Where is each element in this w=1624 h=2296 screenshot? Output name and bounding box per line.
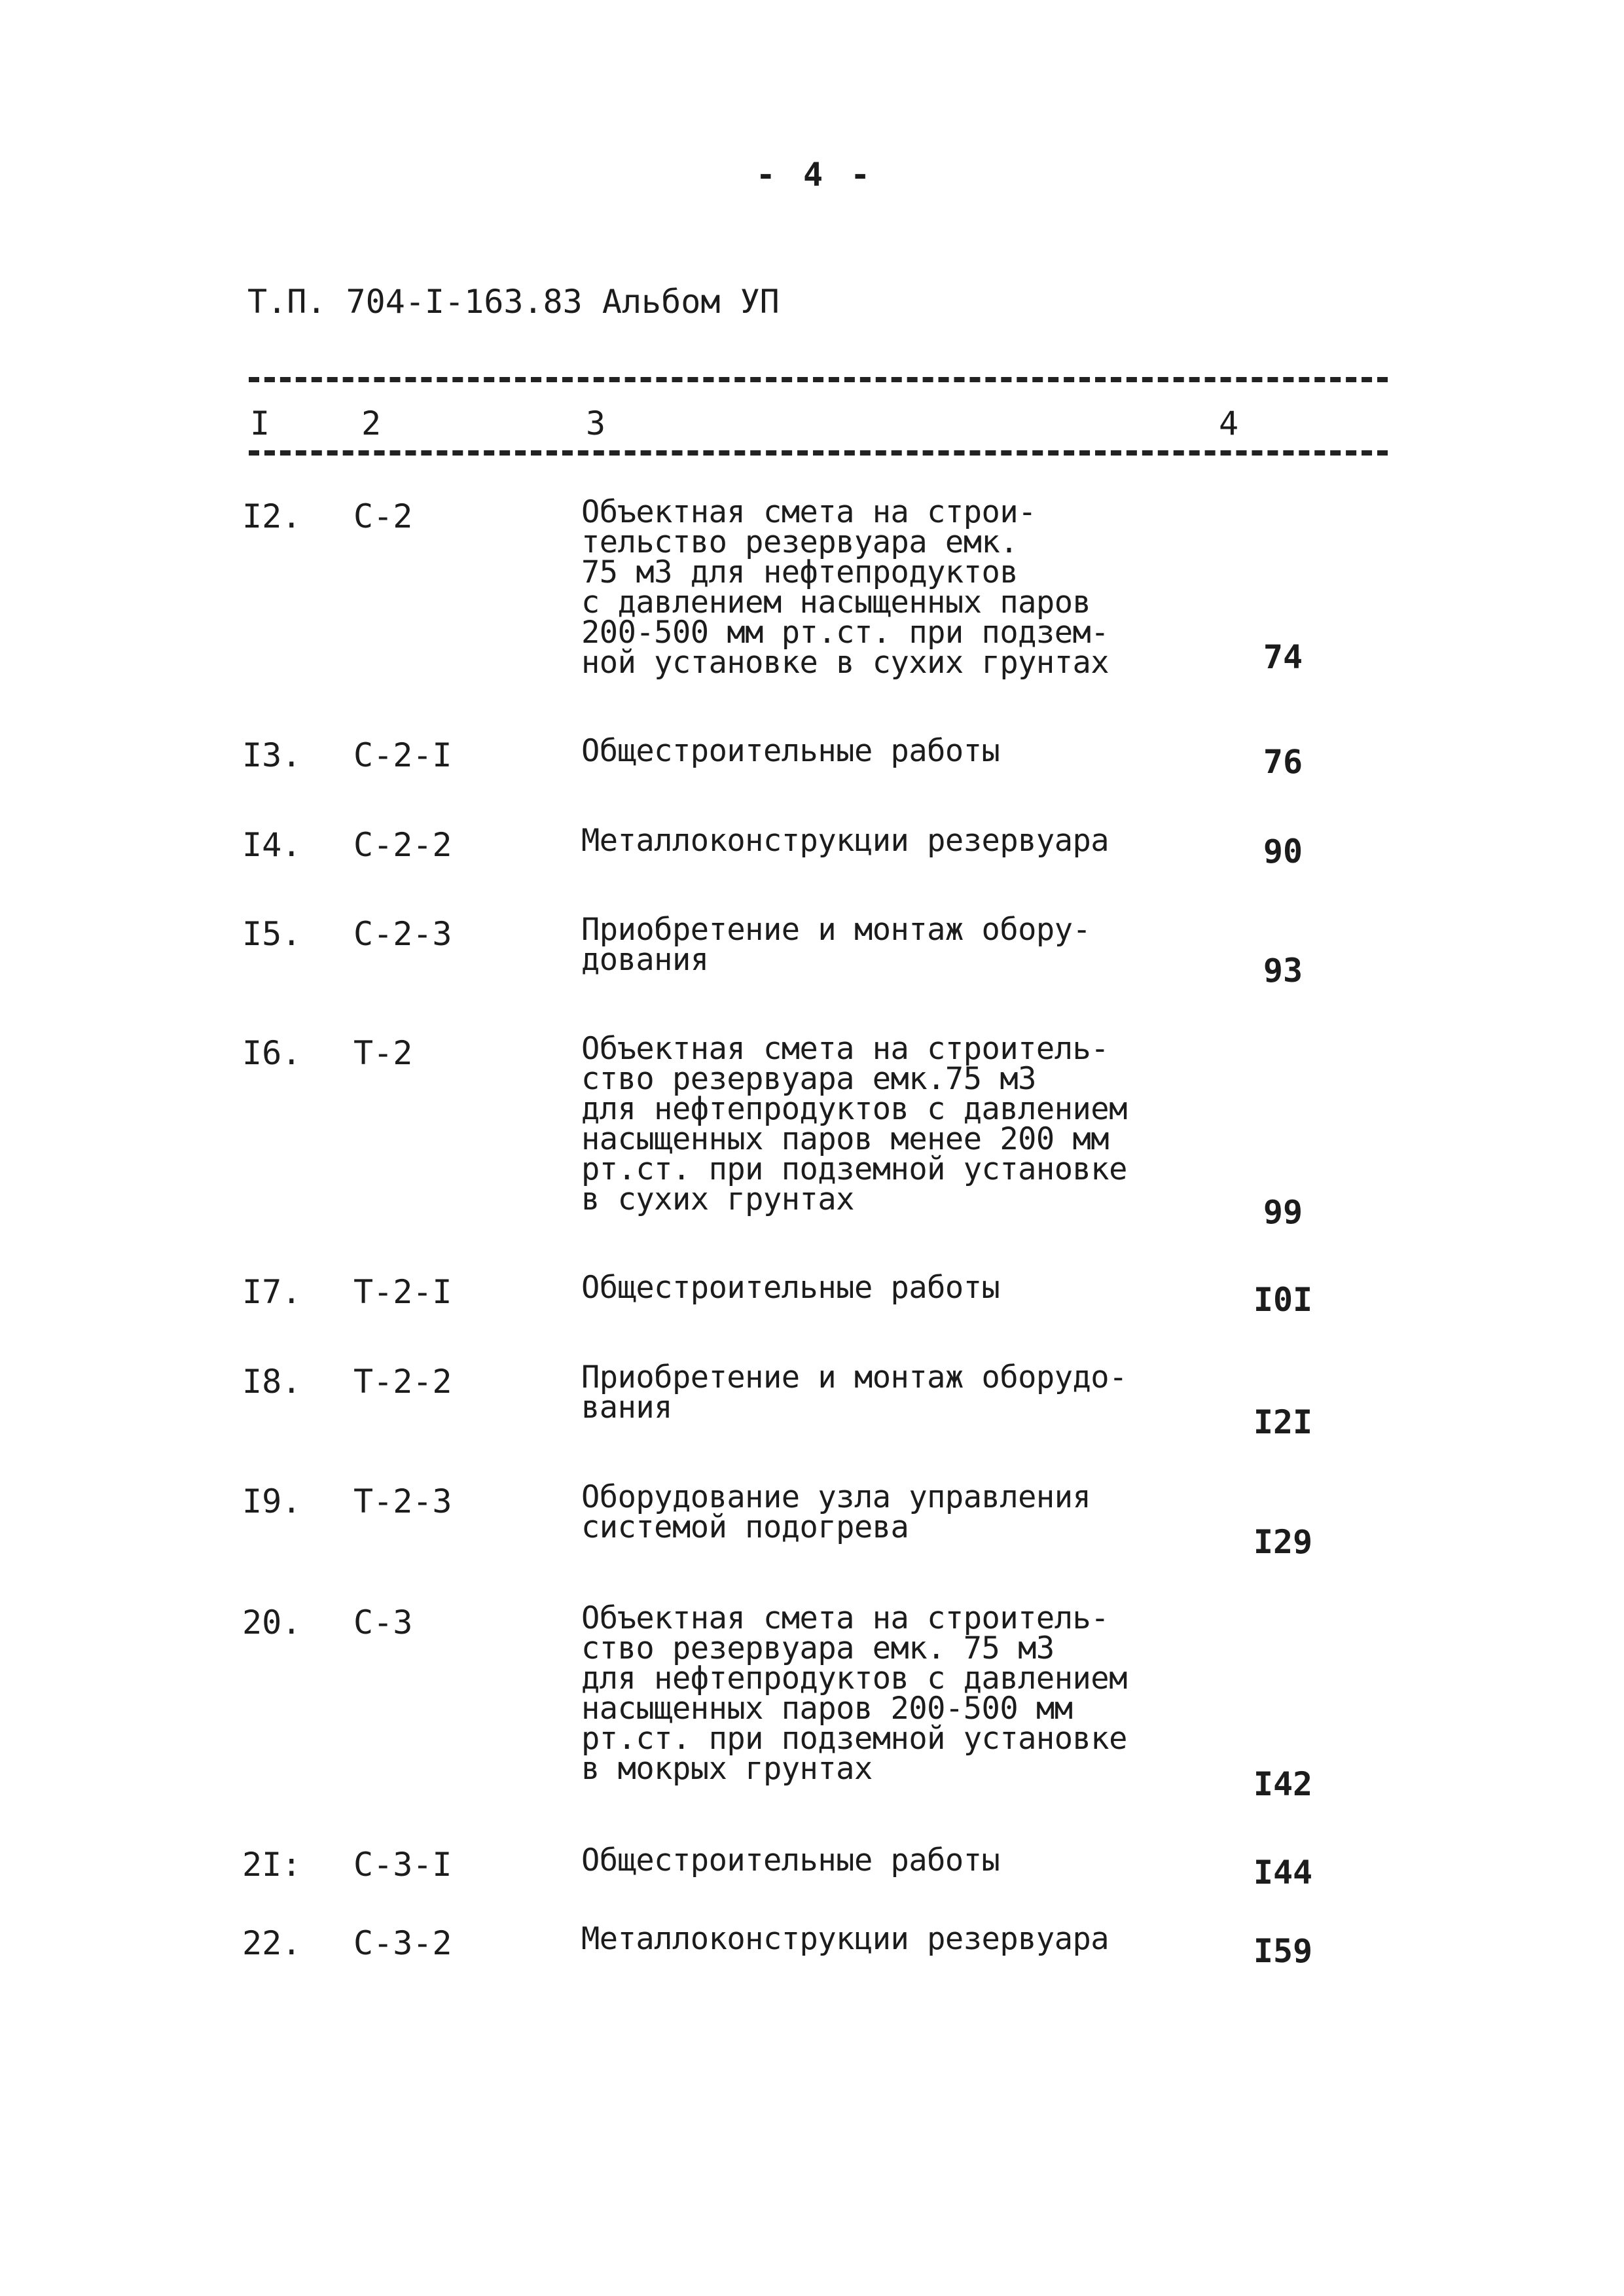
row-page: 74: [1263, 638, 1303, 676]
column-header-1: I: [250, 404, 270, 442]
row-number: I8.: [242, 1363, 302, 1401]
row-code: С-3-2: [353, 1924, 452, 1962]
row-page: 99: [1263, 1193, 1303, 1231]
row-code: Т-2: [353, 1034, 413, 1072]
row-title: Металлоконструкции резервуара: [581, 823, 1110, 859]
row-code: С-3-I: [353, 1846, 452, 1884]
row-page: I0I: [1253, 1281, 1313, 1319]
dashed-rule-top: [249, 377, 1388, 382]
row-number: I5.: [242, 915, 302, 953]
row-page: I44: [1253, 1854, 1313, 1892]
row-title: Металлоконструкции резервуара: [581, 1921, 1110, 1957]
column-header-3: 3: [586, 404, 606, 442]
row-page: I2I: [1253, 1403, 1313, 1441]
row-title: Объектная смета на строитель- ство резервуара емк.75 м3 для нефтепродуктов с давлением насыщенных паров менее 200 мм рт.ст. при подземной установке в сухих грунтах: [581, 1031, 1127, 1217]
row-number: 2I:: [242, 1846, 302, 1884]
row-number: I6.: [242, 1034, 302, 1072]
row-title: Объектная смета на строитель- ство резервуара емк. 75 м3 для нефтепродуктов с давлением насыщенных паров 200-500 мм рт.ст. при подземной установке в мокрых грунтах: [581, 1600, 1127, 1787]
row-code: С-2-2: [353, 826, 452, 864]
row-title: Общестроительные работы: [581, 1270, 1000, 1306]
row-code: С-2-I: [353, 736, 452, 774]
row-number: 22.: [242, 1924, 302, 1962]
row-number: I3.: [242, 736, 302, 774]
row-page: I42: [1253, 1765, 1313, 1803]
row-title: Приобретение и монтаж обору- дования: [581, 912, 1091, 978]
row-code: С-2: [353, 497, 413, 535]
row-title: Общестроительные работы: [581, 733, 1000, 769]
row-title: Приобретение и монтаж оборудо- вания: [581, 1359, 1127, 1426]
row-page: 90: [1263, 833, 1303, 870]
row-number: 20.: [242, 1604, 302, 1641]
row-page: 93: [1263, 952, 1303, 990]
column-header-4: 4: [1219, 404, 1239, 442]
row-code: Т-2-2: [353, 1363, 452, 1401]
row-code: С-2-3: [353, 915, 452, 953]
row-title: Объектная смета на строи- тельство резервуара емк. 75 м3 для нефтепродуктов с давлением насыщенных паров 200-500 мм рт.ст. при подзем- ной установке в сухих грунтах: [581, 494, 1110, 681]
column-header-2: 2: [361, 404, 382, 442]
row-number: I4.: [242, 826, 302, 864]
row-code: Т-2-I: [353, 1273, 452, 1311]
document-header: Т.П. 704-I-163.83 Альбом УП: [247, 283, 780, 321]
row-page: I29: [1253, 1523, 1313, 1561]
row-number: I7.: [242, 1273, 302, 1311]
row-code: Т-2-3: [353, 1482, 452, 1520]
row-number: I2.: [242, 497, 302, 535]
dashed-rule-bottom: [249, 450, 1388, 456]
row-page: 76: [1263, 743, 1303, 781]
page-number: - 4 -: [755, 156, 875, 194]
row-title: Оборудование узла управления системой подогрева: [581, 1479, 1091, 1545]
row-title: Общестроительные работы: [581, 1842, 1000, 1878]
row-page: I59: [1253, 1932, 1313, 1970]
row-code: С-3: [353, 1604, 413, 1641]
row-number: I9.: [242, 1482, 302, 1520]
